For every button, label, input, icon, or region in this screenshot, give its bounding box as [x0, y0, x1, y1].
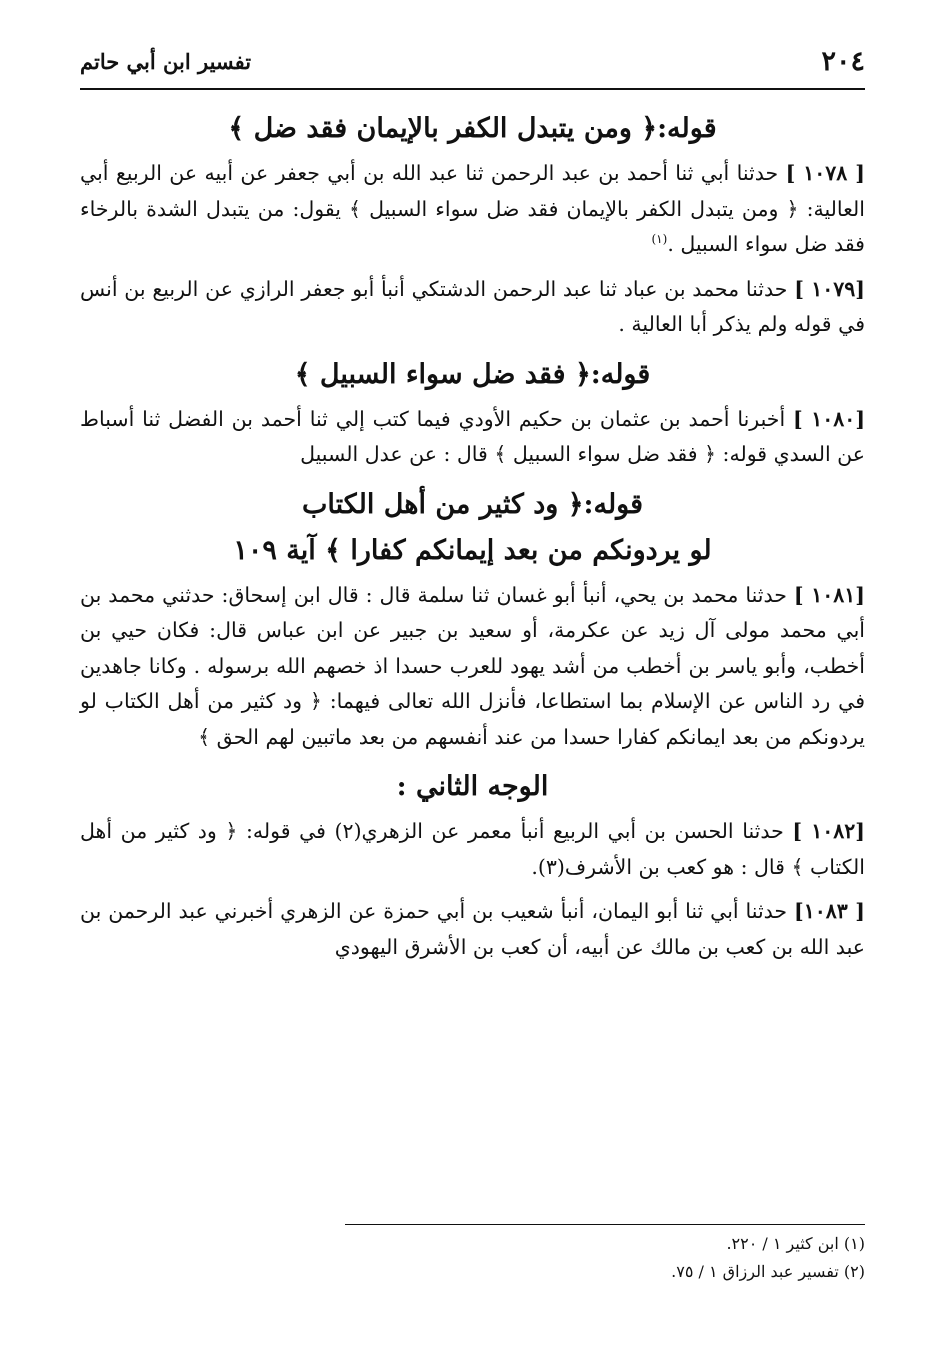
- paragraph-text: حدثنا أبي ثنا أبو اليمان، أنبأ شعيب بن أبي حمزة عن الزهري أخبرني عبد الرحمن بن عبد الله بن كعب بن مالك عن أبيه، أن كعب بن الأشرق اليهودي: [80, 899, 865, 959]
- paragraph-text: حدثنا محمد بن عباد ثنا عبد الرحمن الدشتكي أنبأ أبو جعفر الرازي عن الربيع بن أنس في قوله ولم يذكر أبا العالية .: [80, 276, 865, 336]
- narration-paragraph: [80, 156, 865, 263]
- section-heading: [80, 352, 865, 398]
- section-heading: [80, 764, 865, 810]
- running-title: تفسير ابن أبي حاتم: [80, 49, 252, 74]
- heading-line: قوله:﴿ ود كثير من أهل الكتاب: [301, 488, 644, 520]
- hadith-number: [١٠٨٢ ]: [792, 819, 865, 843]
- hadith-number: [ ١٠٧٨ ]: [785, 161, 866, 185]
- paragraph-text: أخبرنا أحمد بن عثمان بن حكيم الأودي فيما كتب إلي ثنا أحمد بن الفضل ثنا أسباط عن السدي قوله: ﴿ فقد ضل سواء السبيل ﴾ قال : عن عدل السبيل: [80, 406, 865, 466]
- footnote-marker: (١): [651, 232, 668, 247]
- heading-line: قوله:﴿ ومن يتبدل الكفر بالإيمان فقد ضل ﴾: [228, 113, 717, 144]
- footnote: (٢) تفسير عبد الرزاق ١ / ٧٥.: [671, 1262, 865, 1281]
- footnote: (١) ابن كثير ١ / ٢٢٠.: [726, 1234, 865, 1253]
- paragraph-text: حدثنا الحسن بن أبي الربيع أنبأ معمر عن الزهري(٢) في قوله: ﴿ ود كثير من أهل الكتاب ﴾ قال : هو كعب بن الأشرف(٣).: [80, 819, 865, 879]
- section-heading: [80, 482, 865, 574]
- page-number: ٢٠٤: [821, 46, 865, 77]
- heading-line: الوجه الثاني :: [396, 771, 549, 802]
- section-heading: [80, 106, 865, 152]
- narration-paragraph: [80, 578, 865, 756]
- narration-paragraph: [80, 402, 865, 473]
- paragraph-text: حدثنا محمد بن يحي، أنبأ أبو غسان ثنا سلمة قال : قال ابن إسحاق: حدثني محمد بن أبي محمد مولى آل زيد عن عكرمة، أو سعيد بن جبير عن ابن عباس قال: فكان حيي بن أخطب، وأبو ياسر بن أخطب من أشد يهود للعرب حسدا اذ خصهم الله برسوله . وكانا جاهدين في رد الناس عن الإسلام بما استطاعا، فأنزل الله تعالى فيهما: ﴿ ود كثير من أهل الكتاب لو يردونكم من بعد ايمانكم كفارا حسدا من عند أنفسهم من بعد ماتبين لهم الحق ﴾: [80, 582, 865, 749]
- page-body: [80, 100, 865, 974]
- hadith-number: [١٠٨٠ ]: [793, 406, 866, 431]
- hadith-number: [١٠٧٩ ]: [794, 276, 865, 301]
- heading-line: قوله:﴿ فقد ضل سواء السبيل ﴾: [294, 358, 651, 390]
- footnote-divider: [345, 1224, 865, 1225]
- hadith-number: [ ١٠٨٣]: [794, 899, 865, 923]
- header-divider: [80, 88, 865, 90]
- paragraph-text: حدثنا أبي ثنا أحمد بن عبد الرحمن ثنا عبد الله بن أبي جعفر عن أبيه عن الربيع أبي العالية: ﴿ ومن يتبدل الكفر بالإيمان فقد ضل سواء السبيل ﴾ يقول: من يتبدل الشدة بالرخاء فقد ضل سواء السبيل .: [80, 161, 865, 256]
- footnotes: [80, 1230, 865, 1286]
- hadith-number: [١٠٨١ ]: [793, 582, 865, 607]
- narration-paragraph: [80, 814, 865, 885]
- narration-paragraph: [80, 894, 865, 965]
- page-header: [80, 40, 865, 84]
- heading-line: لو يردونكم من بعد إيمانكم كفارا ﴾ آية ١٠٩: [233, 534, 712, 566]
- narration-paragraph: [80, 272, 865, 343]
